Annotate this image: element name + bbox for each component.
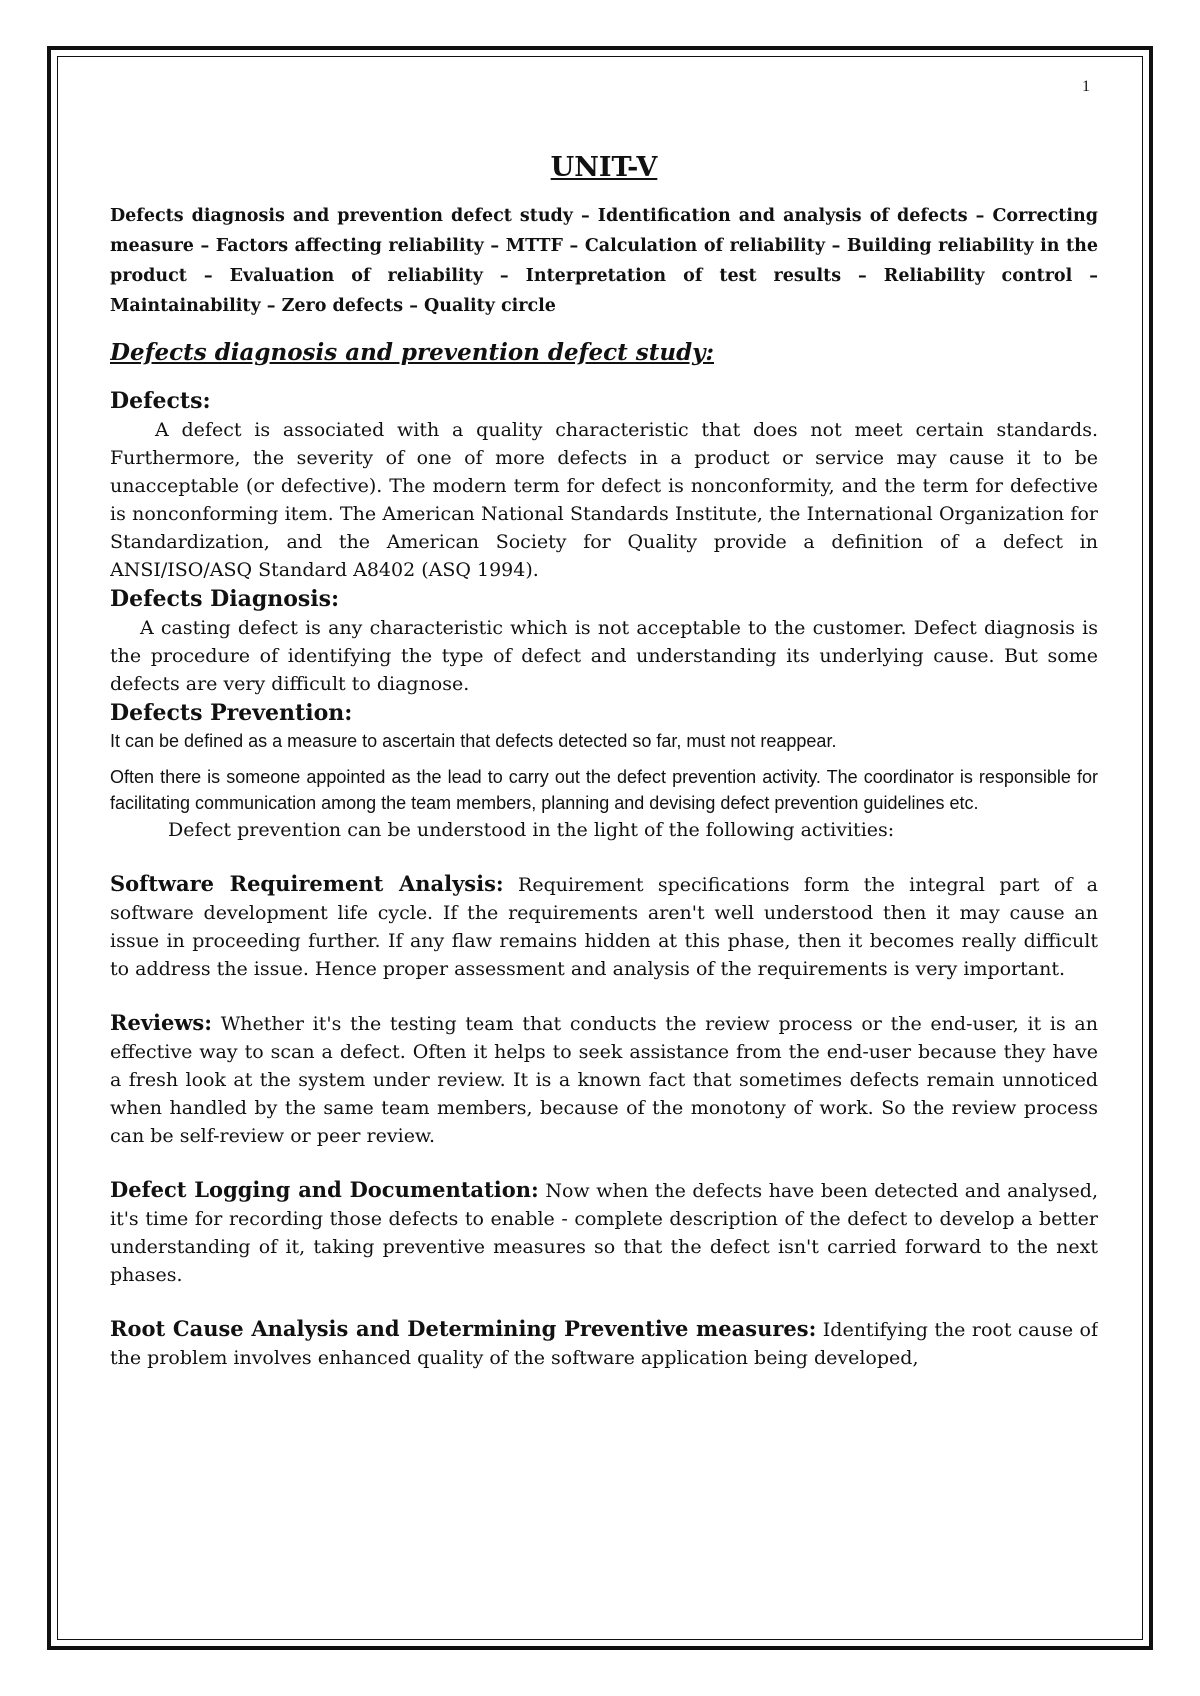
activity-term: Defect Logging and Documentation:: [110, 1177, 539, 1202]
unit-title: UNIT-V: [550, 152, 658, 183]
document-body: [110, 142, 1098, 1602]
activity-defect-logging: [110, 1176, 1098, 1289]
activity-term: Root Cause Analysis and Determining Preventive measures:: [110, 1316, 817, 1341]
defects-heading: Defects:: [110, 388, 211, 414]
syllabus-topics: Defects diagnosis and prevention defect study – Identification and analysis of defects – Correcting measure – Factors affecting reliability – MTTF – Calculation of reliability – Building reliability in the product – Evaluation of reliability – Interpretation of test results – Reliability control – Maintainability – Zero defects – Quality circle: [110, 206, 1098, 316]
activity-text: Now when the defects have been detected and analysed, it's time for recording those defects to enable - complete description of the defect to develop a better understanding of it, taking preventive measures so that the defect isn't carried forward to the next phases.: [110, 1180, 1098, 1286]
main-heading: Defects diagnosis and prevention defect study:: [110, 339, 715, 366]
activity-text: Identifying the root cause of the problem involves enhanced quality of the software application being developed,: [110, 1319, 1098, 1369]
activity-text: Whether it's the testing team that conducts the review process or the end-user, it is an effective way to scan a defect. Often it helps to seek assistance from the end-user because they have a fresh look at the system under review. It is a known fact that sometimes defects remain unnoticed when handled by the same team members, because of the monotony of work. So the review process can be self-review or peer review.: [110, 1013, 1098, 1147]
prevention-definition: It can be defined as a measure to ascertain that defects detected so far, must not reappear.: [110, 731, 837, 751]
activity-term: Reviews:: [110, 1010, 213, 1035]
activity-text: Requirement specifications form the integral part of a software development life cycle. If the requirements aren't well understood then it may cause an issue in proceeding further. If any flaw remains hidden at this phase, then it becomes really difficult to address the issue. Hence proper assessment and analysis of the requirements is very important.: [110, 874, 1098, 980]
activity-requirement-analysis: [110, 870, 1098, 983]
defects-paragraph: A defect is associated with a quality characteristic that does not meet certain standards. Furthermore, the severity of one of more defects in a product or service may cause it to be unacceptable (or defective). The modern term for defect is nonconformity, and the term for defective is nonconforming item. The American National Standards Institute, the International Organization for Standardization, and the American Society for Quality provide a definition of a defect in ANSI/ISO/ASQ Standard A8402 (ASQ 1994).: [110, 419, 1098, 581]
prevention-activities-intro: Defect prevention can be understood in the light of the following activities:: [168, 819, 895, 841]
page-number: 1: [1082, 78, 1090, 95]
prevention-lead-paragraph: Often there is someone appointed as the lead to carry out the defect prevention activity. The coordinator is responsible for facilitating communication among the team members, planning and devising defect prevention guidelines etc.: [110, 767, 1098, 813]
activity-reviews: [110, 1009, 1098, 1150]
activity-term: Software Requirement Analysis:: [110, 871, 504, 896]
prevention-heading: Defects Prevention:: [110, 700, 353, 726]
diagnosis-paragraph: A casting defect is any characteristic which is not acceptable to the customer. Defect diagnosis is the procedure of identifying the type of defect and understanding its underlying cause. But some defects are very difficult to diagnose.: [110, 617, 1098, 695]
diagnosis-heading: Defects Diagnosis:: [110, 586, 340, 612]
activity-root-cause-analysis: [110, 1315, 1098, 1372]
